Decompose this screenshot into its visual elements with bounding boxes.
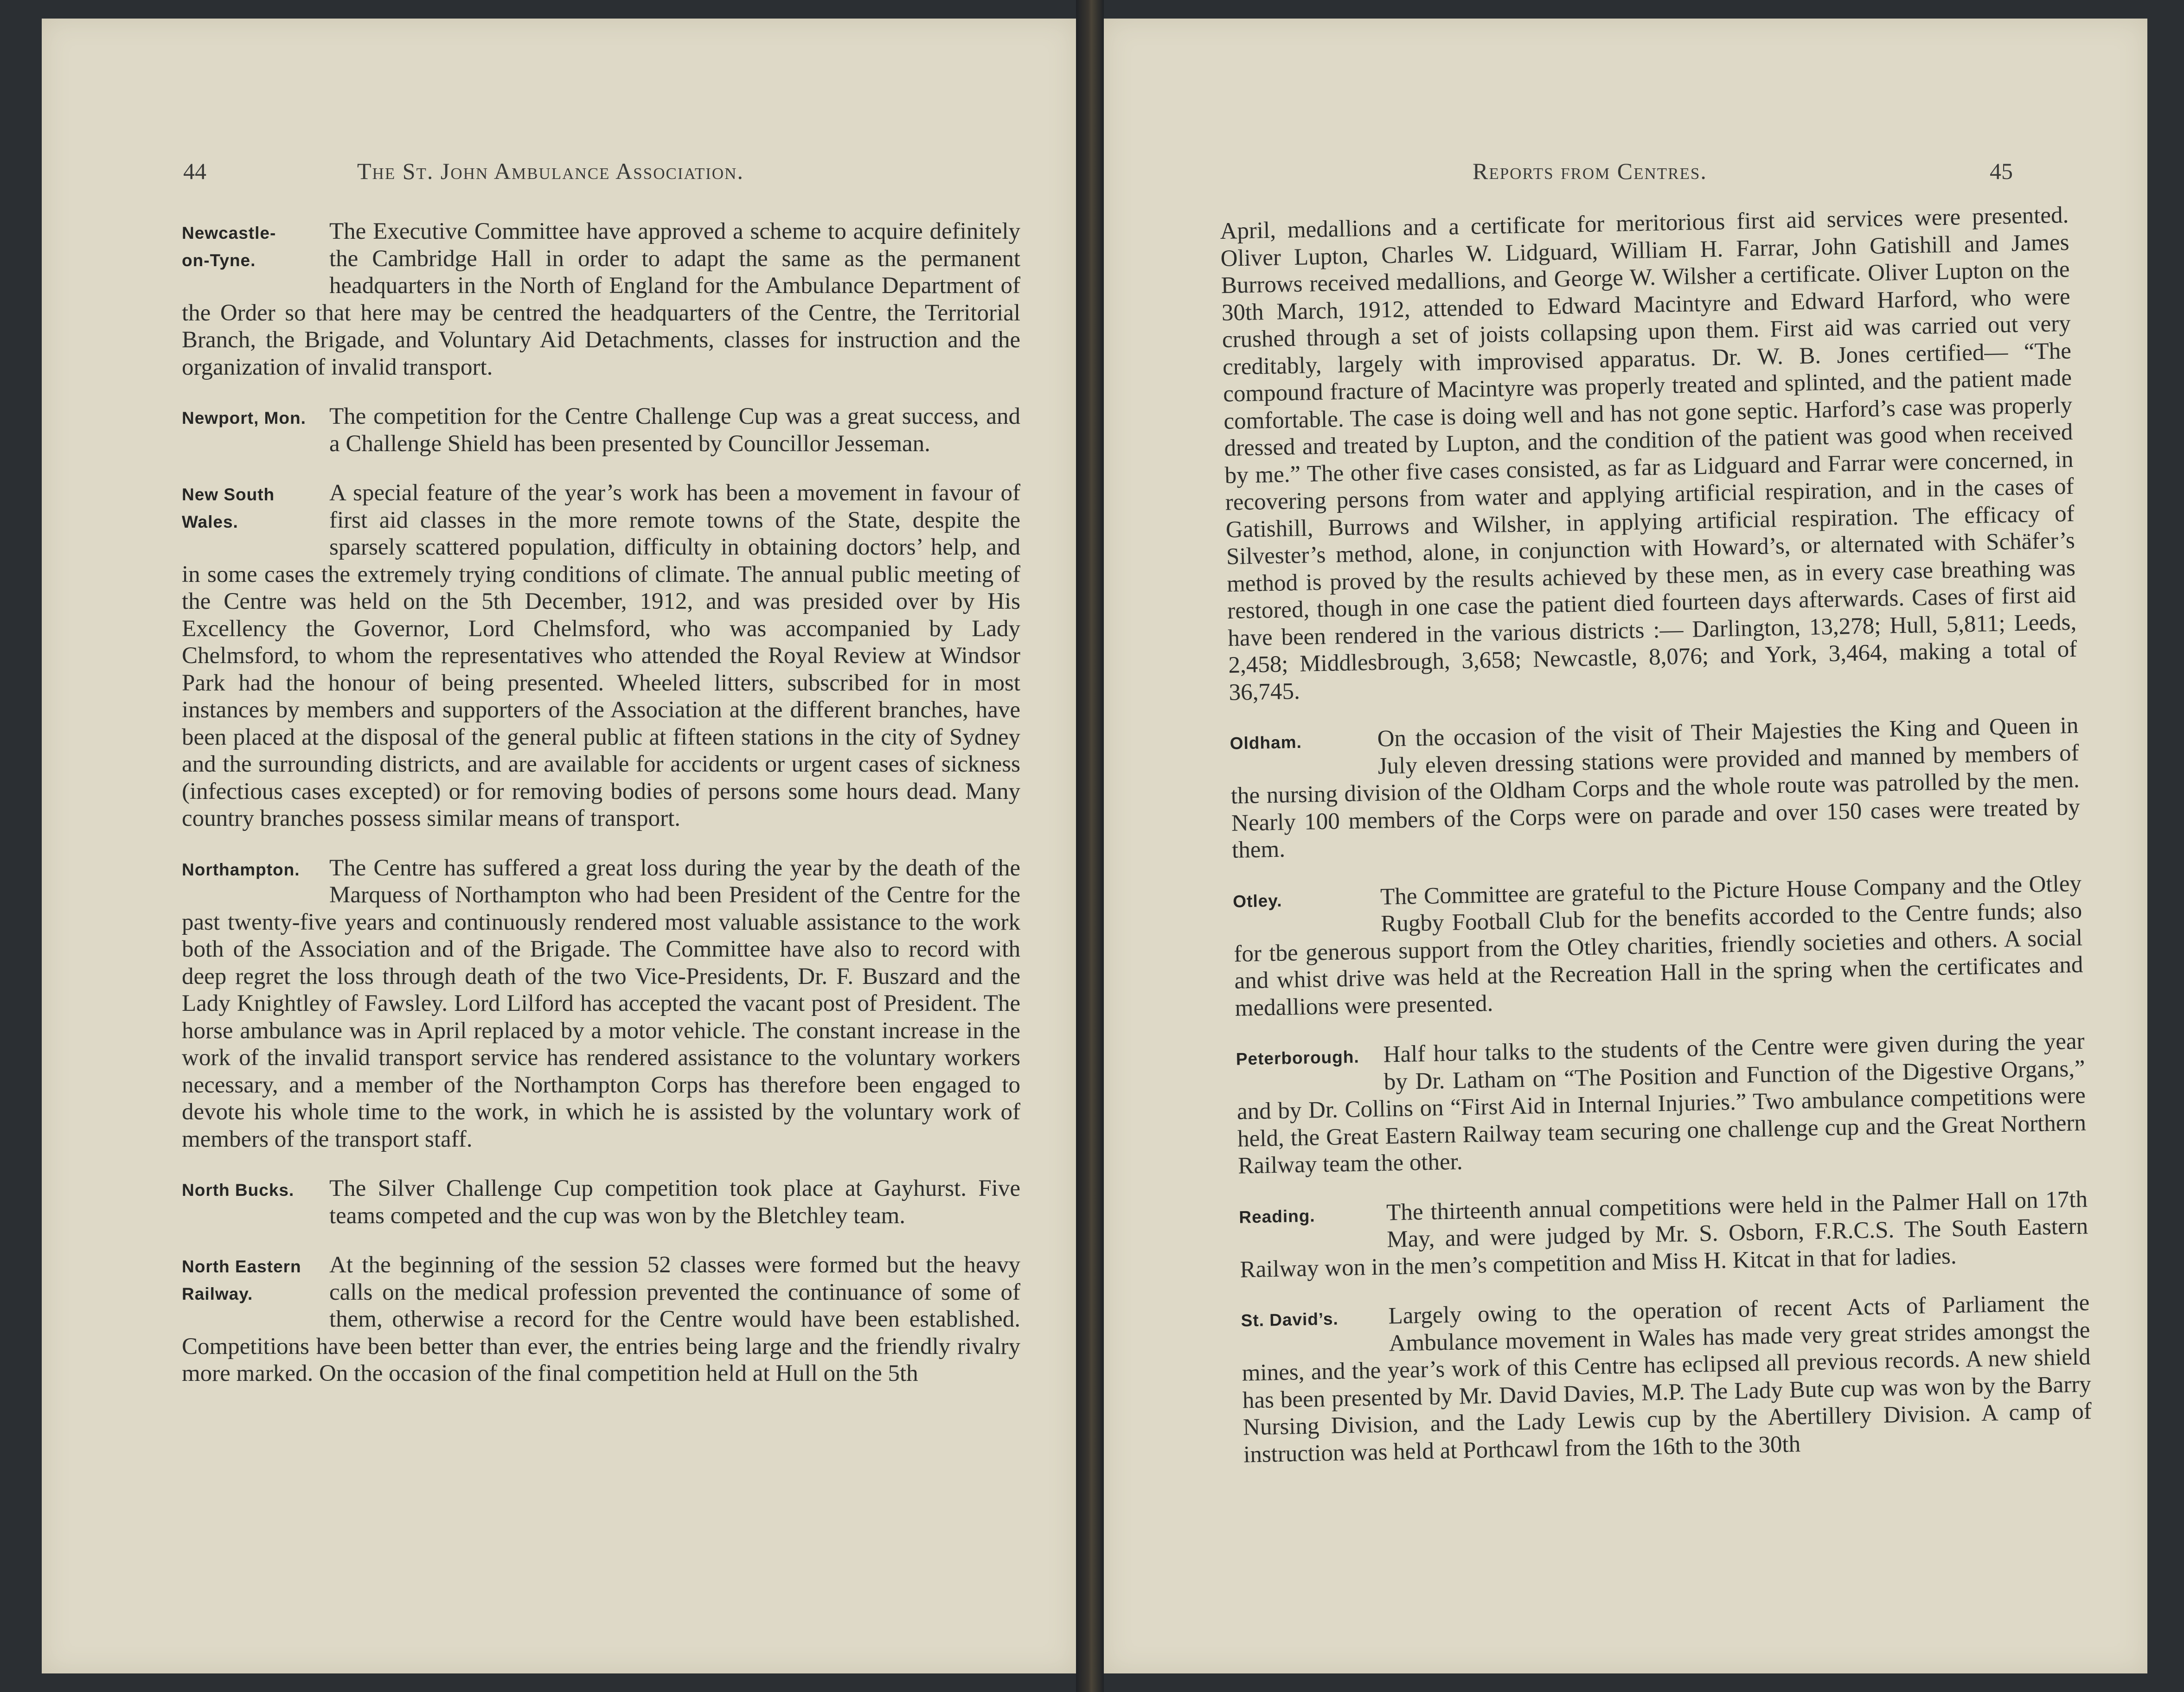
page-number: 45 [1990,158,2013,184]
section-otley [1233,870,2084,1022]
section-heading: St. David’s. [1241,1309,1339,1330]
section-northampton [182,855,1020,1153]
section-heading: Newport, Mon. [182,409,306,428]
running-head: Reports from Centres. [1473,158,1707,184]
section-north-eastern-railway [182,1251,1020,1387]
section-heading: Peterborough. [1236,1047,1360,1069]
section-heading: Northampton. [182,860,300,879]
section-text: The Executive Committee have approved a scheme to acquire definitely the Cambridge Hall in order to adapt the same as the permanent headquarters in the North of England for the Ambulance Department of the Order so that here may be centred the headquarters of the Centre, the Territorial Branch, the Brigade, and Voluntary Aid Detachments, classes for instruction and the organization of invalid transport. [182,218,1020,380]
section-text: The thirteenth annual competitions were held in the Palmer Hall on 17th May, and were judged by Mr. S. Osborn, F.R.C.S. The South Eastern Railway won in the men’s competition and Miss H. Kitcat in that for ladies. [1240,1186,2088,1283]
section-heading: New South Wales. [182,485,275,531]
section-heading: North Bucks. [182,1181,295,1200]
section-st-davids [1241,1289,2092,1468]
section-heading: Otley. [1232,891,1282,911]
section-text: A special feature of the year’s work has been a movement in favour of first aid classes in the more remote towns of the State, despite the sparsely scattered population, difficulty in obtaining doctors’ help, and in some cases the extremely trying conditions of climate. The annual public meeting of the Centre was held on the 5th December, 1912, and was presided over by His Excellency the Governor, Lord Chelmsford, who was accompanied by Lady Chelmsford, to whom the representatives who attended the Royal Review at Windsor Park had the honour of being presented. Wheeled litters, subscribed for in most instances by members and supporters of the Association at the different branches, have been placed at the disposal of the general public at fifteen stations in the city of Sydney and the surrounding districts, and are available for accidents or urgent cases of sickness (infectious cases excepted) or for removing bodies of persons some hours dead. Many country branches possess similar means of transport. [182,480,1020,831]
section-newcastle [182,218,1020,381]
section-oldham [1230,712,2081,864]
book-spine [1076,0,1104,1692]
section-text: Half hour talks to the students of the Centre were given during the year by Dr. Latham on “The Position and Function of the Digestive Organs,” and by Dr. Collins on “First Aid in Internal Injuries.” Two ambulance competitions were held, the Great Eastern Railway team securing one challenge cup and the Great Northern Railway team the other. [1236,1028,2087,1179]
section-text: The competition for the Centre Challenge Cup was a great success, and a Challenge Shield has been presented by Councillor Jesseman. [329,403,1020,457]
section-new-south-wales [182,479,1020,832]
section-text: The Committee are grateful to the Picture House Company and the Otley Rugby Football Club for the benefits accorded to the Centre funds; also for tbe generous support from the Otley charities, friendly societies and others. A social and whist drive was held at the Recreation Hall in the spring when the certificates and medallions were presented. [1233,870,2083,1022]
section-text: April, medallions and a certificate for meritorious first aid services were presented. Oliver Lupton, Charles W. Lidguard, William H. Farrar, John Gatishill and James Burrows received medallions, and George W. Wilsher a certificate. Oliver Lupton on the 30th March, 1912, attended to Edward Macintyre and Edward Harford, who were crushed through a set of joists collapsing upon them. First aid was carried out very creditably, largely with improvised apparatus. Dr. W. B. Jones certified— “The compound fracture of Macintyre was properly treated and splinted, and the patient made comfortable. The case is doing well and has not gone septic. Harford’s case was properly dressed and treated by Lupton, and the condition of the patient was good when received by me.” The other five cases consisted, as far as Lidguard and Farrar were concerned, in recovering persons from water and applying artificial respiration, and in the cases of Gatishill, Burrows and Wilsher, in applying artificial respiration. The efficacy of Silvester’s method, alone, in conjunction with Howard’s, or alternated with Schäfer’s method is proved by the results achieved by these men, as in every case breathing was restored, though in one case the patient died fourteen days afterwards. Cases of first aid have been rendered in the various districts :— Darlington, 13,278; Hull, 5,811; Leeds, 2,458; Middlesbrough, 3,658; Newcastle, 8,076; and York, 3,464, making a total of 36,745. [1220,202,2077,706]
running-head: The St. John Ambulance Association. [357,158,744,184]
section-text: At the beginning of the session 52 classes were formed but the heavy calls on the medical profession prevented the continuance of some of them, otherwise a record for the Centre would have been established. Competitions have been better than ever, the entries being large and the friendly rivalry more marked. On the occasion of the final competition held at Hull on the 5th [182,1252,1020,1386]
right-page [1104,19,2147,1673]
section-newport [182,403,1020,457]
section-text: The Centre has suffered a great loss during the year by the death of the Marquess of Northampton who had been President of the Centre for the past twenty-five years and continuously rendered most valuable assistance to the work both of the Association and of the Brigade. The Committee have also to record with deep regret the loss through death of the two Vice-Presidents, Dr. F. Buszard and the Lady Knightley of Fawsley. Lord Lilford has accepted the vacant post of President. The horse ambulance was in April replaced by a motor vehicle. The constant increase in the work of the invalid transport service has rendered assistance to the voluntary workers necessary, and a member of the Northampton Corps has therefore been engaged to devote his whole time to the work, in which he is assisted by the voluntary work of members of the transport staff. [182,855,1020,1152]
section-heading: Reading. [1238,1206,1315,1227]
right-page-body [1220,202,2093,1491]
page-number: 44 [183,158,206,184]
section-text: On the occasion of the visit of Their Majesties the King and Queen in July eleven dressing stations were provided and manned by members of the nursing division of the Oldham Corps and the whole route was patrolled by the men. Nearly 100 members of the Corps were on parade and over 150 cases were treated by them. [1230,712,2081,863]
section-heading: Oldham. [1230,732,1302,753]
section-peterborough [1236,1028,2087,1180]
section-text: Largely owing to the operation of recent Acts of Parliament the Ambulance movement in Wales has made very great strides amongst the mines, and the year’s work of this Centre has eclipsed all previous records. A new shield has been presented by Mr. David Davies, M.P. The Lady Bute cup was won by the Barry Nursing Division, and the Lady Lewis cup by the Abertillery Division. A camp of instruction was held at Porthcawl from the 16th to the 30th [1242,1290,2092,1468]
section-heading: Newcastle- on-Tyne. [182,223,276,270]
section-reading [1239,1186,2089,1283]
section-text: The Silver Challenge Cup competition took place at Gayhurst. Five teams competed and the cup was won by the Bletchley team. [329,1175,1020,1229]
continuation-paragraph [1220,202,2078,706]
section-heading: North Eastern Railway. [182,1257,301,1303]
left-page [42,19,1076,1673]
section-north-bucks [182,1175,1020,1229]
left-page-body [182,218,1020,1410]
